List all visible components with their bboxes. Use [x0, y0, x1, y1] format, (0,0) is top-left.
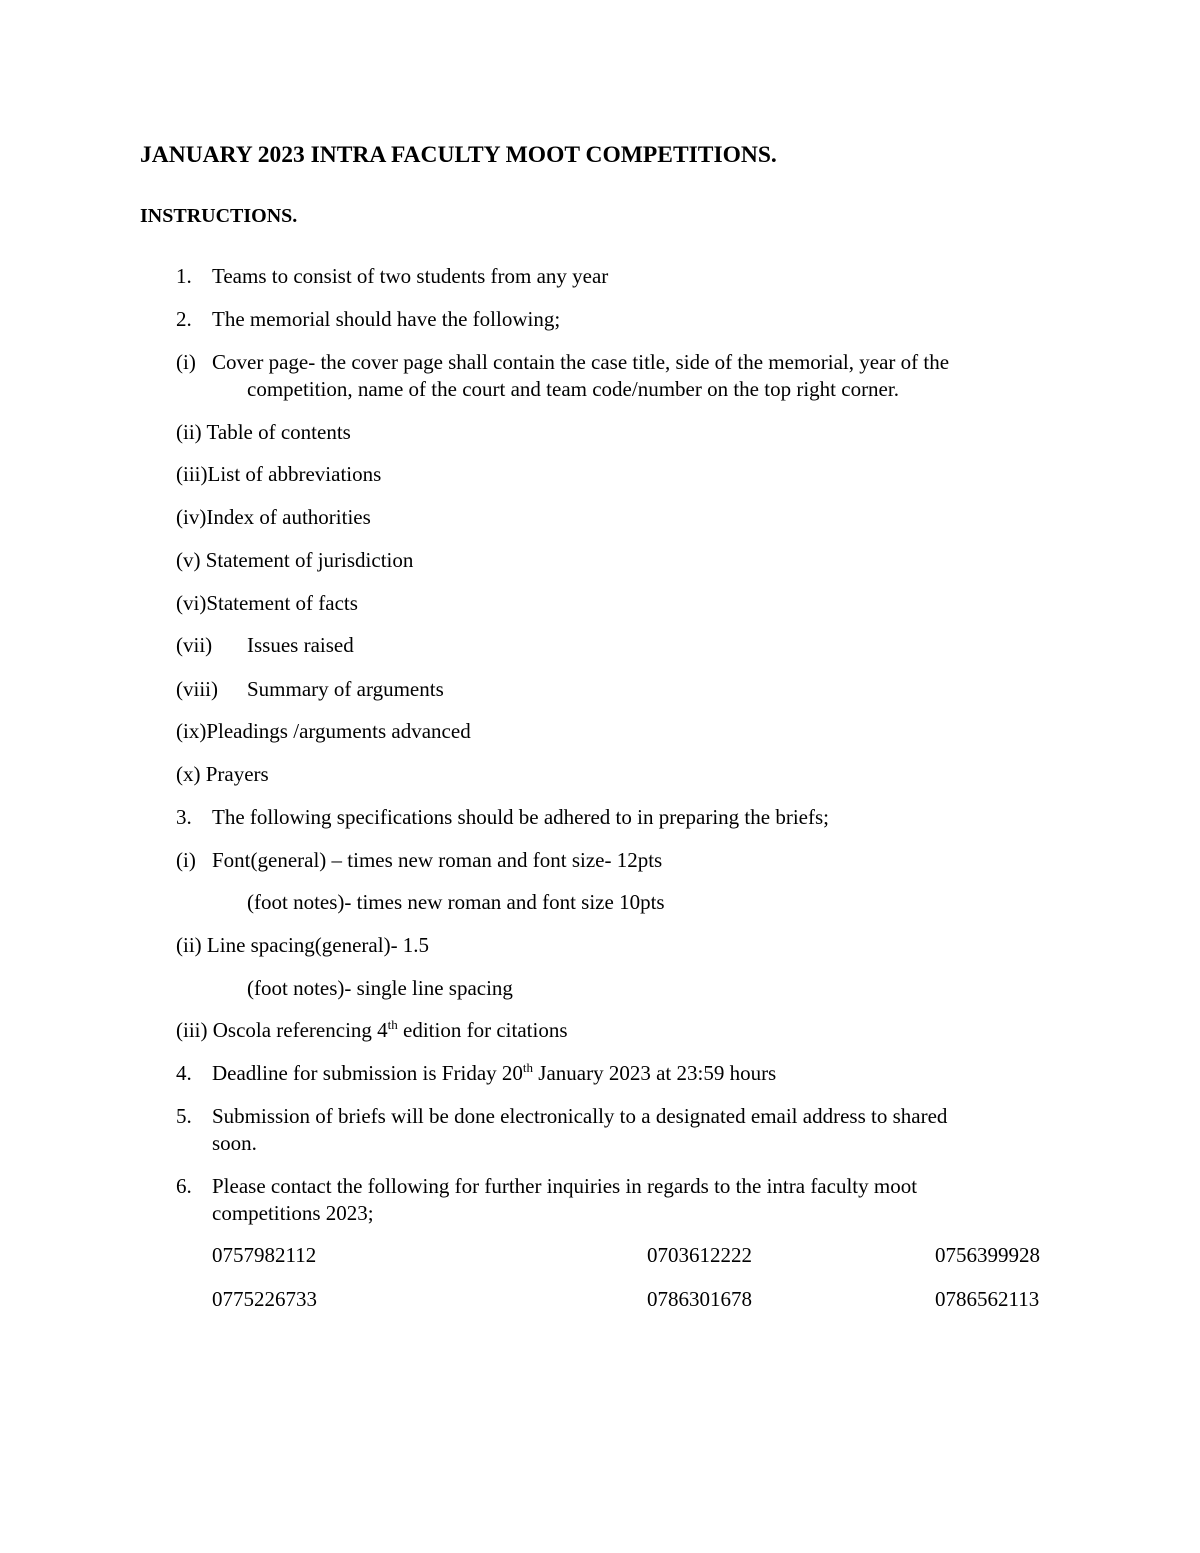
item-number: 6. — [176, 1174, 192, 1198]
contact-phone: 0775226733 — [212, 1287, 317, 1311]
item-text: Please contact the following for further inquiries in regards to the intra faculty moot — [212, 1174, 918, 1198]
sub-item-label: (viii) — [176, 677, 218, 701]
instruction-item-6-continued: competitions 2023; — [212, 1201, 374, 1225]
sub-item-label: (vii) — [176, 633, 213, 657]
memorial-item-ix: (ix)Pleadings /arguments advanced — [176, 719, 471, 743]
spec-referencing-text-end: edition for citations — [397, 1018, 568, 1042]
item-text: The memorial should have the following; — [212, 307, 561, 331]
contact-phone: 0757982112 — [212, 1243, 317, 1267]
sub-item-text: Summary of arguments — [247, 677, 444, 701]
memorial-item-iii: (iii)List of abbreviations — [176, 462, 382, 486]
contact-phone: 0786562113 — [935, 1287, 1040, 1311]
spec-referencing — [176, 1017, 568, 1043]
item-text: Submission of briefs will be done electronically to a designated email address to shared — [212, 1104, 948, 1128]
deadline-text-end: January 2023 at 23:59 hours — [533, 1061, 777, 1085]
contact-phone: 0703612222 — [647, 1243, 752, 1267]
memorial-item-x: (x) Prayers — [176, 762, 269, 786]
item-text: Teams to consist of two students from any year — [212, 264, 609, 288]
sub-item-text: Font(general) – times new roman and font size- 12pts — [212, 848, 663, 872]
memorial-item-v: (v) Statement of jurisdiction — [176, 548, 414, 572]
instruction-item-5-continued: soon. — [212, 1131, 257, 1155]
instructions-heading: INSTRUCTIONS. — [140, 205, 298, 227]
sub-item-label: (i) — [176, 848, 196, 872]
item-number: 5. — [176, 1104, 192, 1128]
spec-line-spacing: (ii) Line spacing(general)- 1.5 — [176, 933, 430, 957]
item-number: 3. — [176, 805, 192, 829]
contact-phone: 0756399928 — [935, 1243, 1040, 1267]
item-text: The following specifications should be adhered to in preparing the briefs; — [212, 805, 829, 829]
spec-referencing-text: (iii) Oscola referencing 4 — [176, 1018, 388, 1042]
superscript: th — [522, 1060, 534, 1075]
memorial-item-vi: (vi)Statement of facts — [176, 591, 358, 615]
contact-phone: 0786301678 — [647, 1287, 752, 1311]
sub-item-text: Issues raised — [247, 633, 354, 657]
spec-font-footnotes: (foot notes)- times new roman and font size 10pts — [247, 890, 665, 914]
memorial-item-i-continued: competition, name of the court and team code/number on the top right corner. — [247, 377, 899, 401]
item-number: 2. — [176, 307, 192, 331]
memorial-item-ii: (ii) Table of contents — [176, 420, 351, 444]
deadline-text: Deadline for submission is Friday 20 — [212, 1061, 523, 1085]
item-number: 1. — [176, 264, 192, 288]
spec-line-spacing-footnotes: (foot notes)- single line spacing — [247, 976, 513, 1000]
document-title: JANUARY 2023 INTRA FACULTY MOOT COMPETITIONS. — [140, 142, 777, 168]
item-text — [212, 1060, 776, 1086]
superscript: th — [387, 1017, 398, 1032]
sub-item-label: (i) — [176, 350, 196, 374]
item-number: 4. — [176, 1061, 192, 1085]
memorial-item-iv: (iv)Index of authorities — [176, 505, 371, 529]
sub-item-text: Cover page- the cover page shall contain the case title, side of the memorial, year of the — [212, 350, 950, 374]
